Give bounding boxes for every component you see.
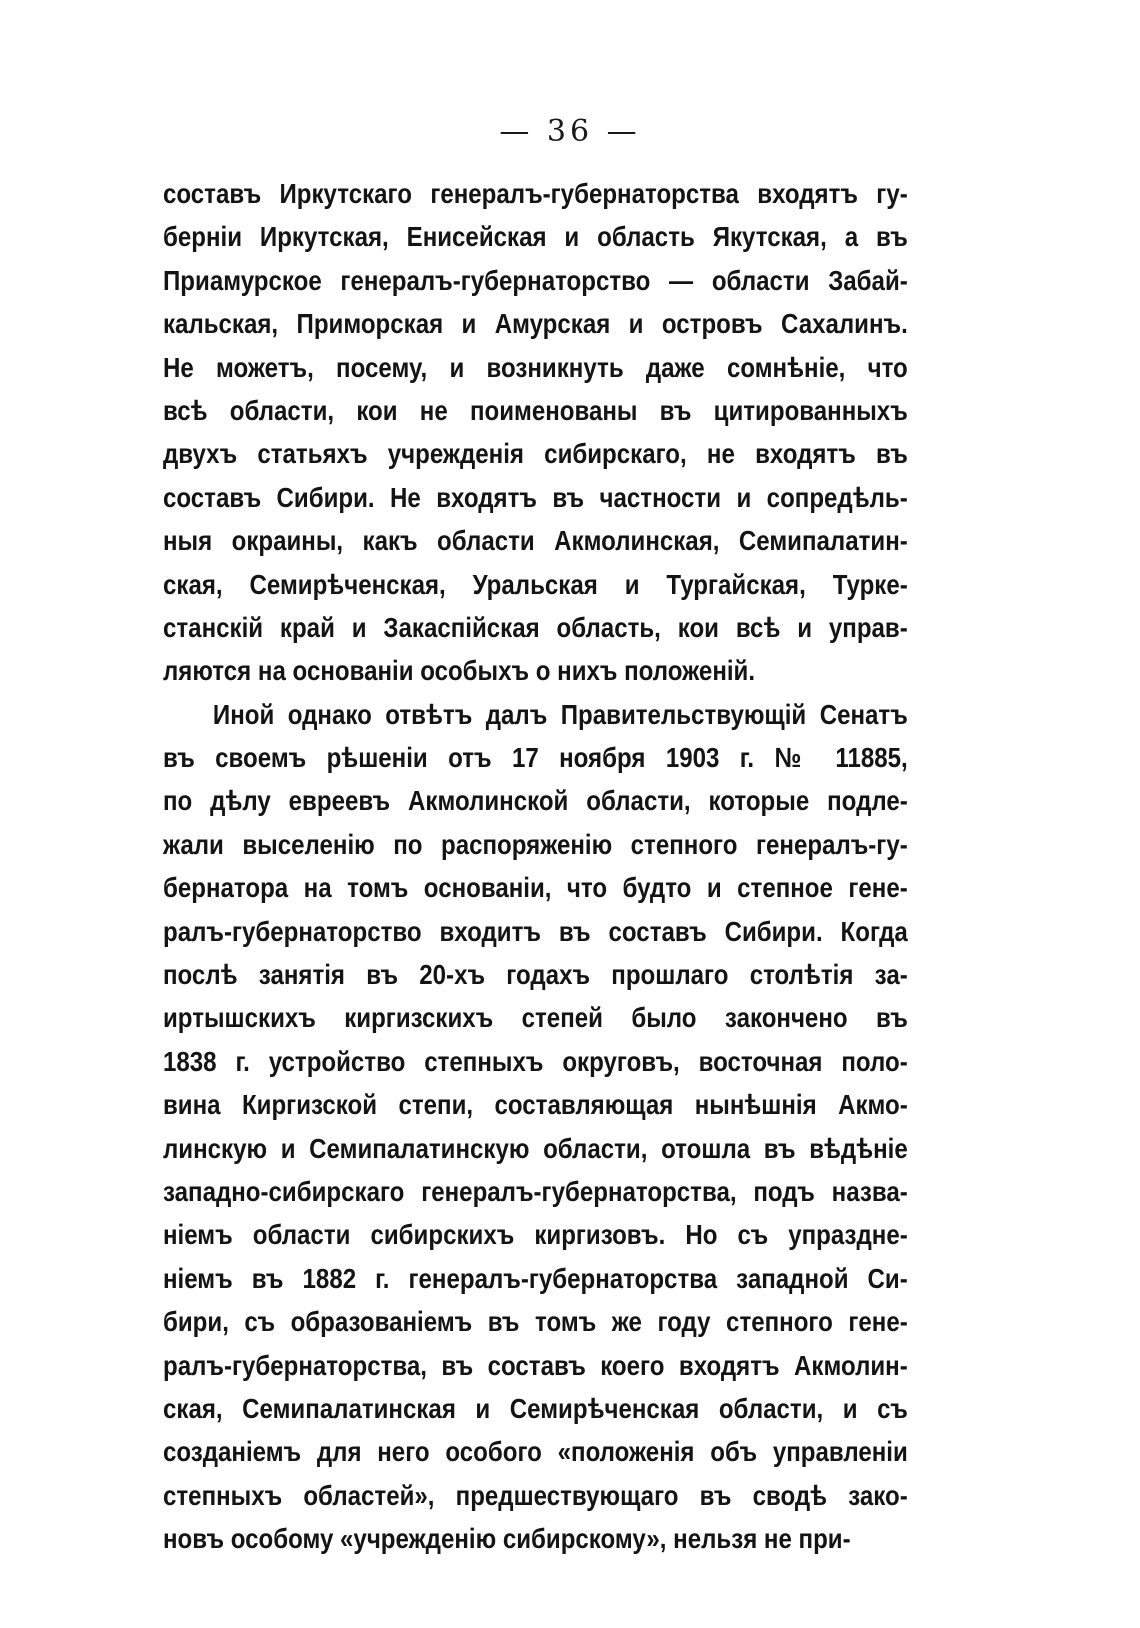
text-line: ская, Семирѣченская, Уральская и Тургайская, Турке- [163, 568, 908, 600]
text-line: иртышскихъ киргизскихъ степей было закончено въ [163, 1002, 908, 1034]
text-line: составъ Сибири. Не входятъ въ частности и сопредѣль- [163, 481, 908, 513]
text-line: вина Киргизской степи, составляющая нынѣшнія Акмо- [163, 1089, 908, 1121]
text-line: 1838 г. устройство степныхъ округовъ, восточная поло- [163, 1045, 908, 1077]
paragraph [163, 172, 908, 693]
paragraph [163, 693, 908, 1561]
text-line: двухъ статьяхъ учрежденія сибирскаго, не входятъ въ [163, 438, 908, 470]
body-text [163, 172, 908, 1561]
text-line: жали выселенію по распоряженію степного генералъ-гу- [163, 828, 908, 860]
text-line: ралъ-губернаторства, въ составъ коего входятъ Акмолин- [163, 1349, 908, 1381]
text-line: по дѣлу евреевъ Акмолинской области, которые подле- [163, 785, 908, 817]
text-line: ралъ-губернаторство входитъ въ составъ Сибири. Когда [163, 915, 908, 947]
text-line: ныя окраины, какъ области Акмолинская, Семипалатин- [163, 525, 908, 557]
text-line: бири, съ образованіемъ въ томъ же году степного гене- [163, 1306, 908, 1338]
text-line: составъ Иркутскаго генералъ-губернаторства входятъ гу- [163, 178, 908, 209]
text-line: въ своемъ рѣшеніи отъ 17 ноября 1903 г. № 11885, [163, 742, 908, 774]
text-line: западно-сибирскаго генералъ-губернаторства, подъ назва- [163, 1175, 908, 1207]
text-line: новъ особому «учрежденію сибирскому», нельзя не при- [163, 1523, 851, 1555]
text-line: кальская, Приморская и Амурская и островъ Сахалинъ. [163, 308, 908, 340]
text-line: берніи Иркутская, Енисейская и область Якутская, а въ [163, 221, 908, 253]
text-line: станскій край и Закаспійская область, кои всѣ и управ- [163, 611, 908, 643]
text-line: степныхъ областей», предшествующаго въ сводѣ зако- [163, 1479, 908, 1511]
text-line: ская, Семипалатинская и Семирѣченская области, и съ [163, 1392, 908, 1424]
text-line: Приамурское генералъ-губернаторство — области Забай- [163, 264, 908, 296]
paragraphs [163, 172, 908, 1561]
text-line: ніемъ области сибирскихъ киргизовъ. Но съ упраздне- [163, 1219, 908, 1251]
text-line: линскую и Семипалатинскую области, отошла въ вѣдѣніе [163, 1132, 908, 1164]
text-line: ляются на основаніи особыхъ о нихъ положеній. [163, 655, 756, 687]
page-number: — 36 — [499, 114, 641, 149]
text-line: бернатора на томъ основаніи, что будто и степное гене- [163, 872, 908, 904]
text-line: созданіемъ для него особого «положенія объ управленіи [163, 1436, 908, 1468]
text-line: послѣ занятія въ 20-хъ годахъ прошлаго столѣтія за- [163, 959, 908, 991]
text-line: Не можетъ, посему, и возникнуть даже сомнѣніе, что [163, 351, 908, 383]
text-line: всѣ области, кои не поименованы въ цитированныхъ [163, 394, 908, 426]
text-line: Иной однако отвѣтъ далъ Правительствующій Сенатъ [212, 698, 908, 730]
text-line: ніемъ въ 1882 г. генералъ-губернаторства западной Си- [163, 1262, 908, 1294]
